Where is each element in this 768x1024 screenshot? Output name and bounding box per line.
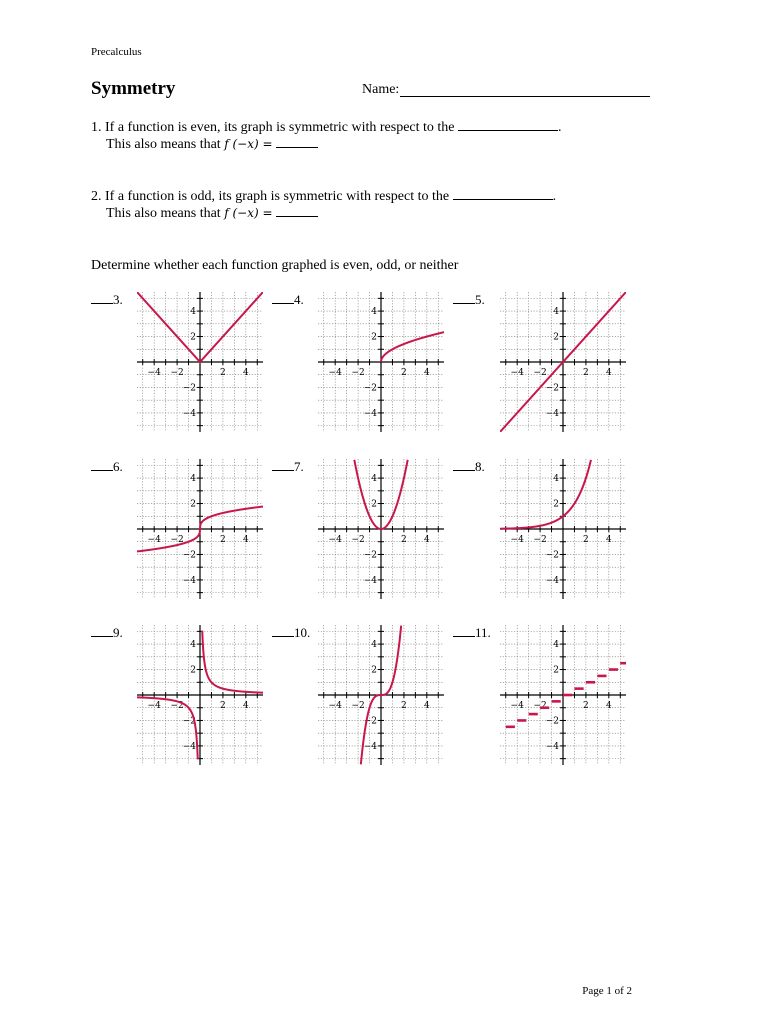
course-name: Precalculus bbox=[91, 46, 142, 58]
x-tick-label: 2 bbox=[583, 701, 589, 711]
x-tick-label: −2 bbox=[351, 368, 365, 378]
y-tick-label: −4 bbox=[545, 575, 559, 586]
answer-blank[interactable] bbox=[272, 292, 294, 304]
y-tick-label: 4 bbox=[553, 640, 559, 651]
question-2: 2. If a function is odd, its graph is symmetric with respect to the . bbox=[91, 189, 557, 204]
y-tick-label: −2 bbox=[545, 716, 559, 727]
x-tick-label: −4 bbox=[328, 535, 342, 545]
x-tick-label: −4 bbox=[328, 368, 342, 378]
x-tick-label: −4 bbox=[147, 701, 161, 711]
problem-label-11: 11. bbox=[453, 625, 491, 641]
y-tick-label: 2 bbox=[553, 499, 559, 510]
x-tick-label: 4 bbox=[242, 535, 249, 545]
y-tick-label: 2 bbox=[371, 665, 377, 676]
graph-9 bbox=[137, 625, 263, 765]
question-text: This also means that bbox=[106, 137, 221, 152]
x-tick-label: −4 bbox=[510, 535, 524, 545]
y-tick-label: 2 bbox=[190, 499, 196, 510]
function-curve bbox=[381, 332, 444, 362]
x-tick-label: 4 bbox=[423, 368, 430, 378]
y-tick-label: −2 bbox=[363, 383, 377, 394]
x-tick-label: −4 bbox=[147, 535, 161, 545]
name-blank[interactable] bbox=[400, 96, 650, 97]
x-tick-label: −4 bbox=[147, 368, 161, 378]
y-tick-label: 4 bbox=[371, 640, 377, 651]
x-tick-label: −4 bbox=[510, 368, 524, 378]
x-tick-label: 2 bbox=[401, 535, 407, 545]
x-tick-label: 2 bbox=[401, 368, 407, 378]
answer-blank[interactable] bbox=[272, 625, 294, 637]
y-tick-label: −4 bbox=[363, 575, 377, 586]
page-title: Symmetry bbox=[91, 78, 176, 99]
y-tick-label: 2 bbox=[371, 499, 377, 510]
x-tick-label: −2 bbox=[170, 535, 184, 545]
graph-4 bbox=[318, 292, 444, 432]
y-tick-label: 4 bbox=[190, 474, 196, 485]
answer-blank[interactable] bbox=[453, 187, 553, 200]
y-tick-label: 4 bbox=[371, 307, 377, 318]
answer-blank[interactable] bbox=[276, 204, 318, 217]
y-tick-label: 4 bbox=[190, 307, 196, 318]
y-tick-label: −4 bbox=[182, 575, 196, 586]
y-tick-label: 2 bbox=[190, 332, 196, 343]
y-tick-label: −4 bbox=[545, 741, 559, 752]
question-1-line-2 bbox=[106, 135, 318, 154]
question-text: This also means that bbox=[106, 206, 221, 221]
y-tick-label: −4 bbox=[545, 408, 559, 419]
problem-label-5: 5. bbox=[453, 292, 485, 308]
answer-blank[interactable] bbox=[91, 459, 113, 471]
y-tick-label: −2 bbox=[182, 716, 196, 727]
problem-label-9: 9. bbox=[91, 625, 123, 641]
x-tick-label: 4 bbox=[605, 701, 612, 711]
graph-5 bbox=[500, 292, 626, 432]
function-expression: f (−x) = bbox=[224, 137, 273, 151]
question-text: If a function is even, its graph is symmetric with respect to the bbox=[105, 120, 455, 135]
x-tick-label: 4 bbox=[242, 368, 249, 378]
problem-label-7: 7. bbox=[272, 459, 304, 475]
x-tick-label: −2 bbox=[351, 701, 365, 711]
answer-blank[interactable] bbox=[458, 118, 558, 131]
x-tick-label: 2 bbox=[401, 701, 407, 711]
y-tick-label: 4 bbox=[553, 474, 559, 485]
y-tick-label: −2 bbox=[363, 550, 377, 561]
x-tick-label: 2 bbox=[220, 535, 226, 545]
y-tick-label: 4 bbox=[190, 640, 196, 651]
x-tick-label: 4 bbox=[423, 701, 430, 711]
instructions: Determine whether each function graphed is even, odd, or neither bbox=[91, 258, 459, 273]
x-tick-label: −2 bbox=[533, 535, 547, 545]
answer-blank[interactable] bbox=[453, 292, 475, 304]
x-tick-label: −4 bbox=[328, 701, 342, 711]
x-tick-label: 2 bbox=[583, 535, 589, 545]
problem-label-8: 8. bbox=[453, 459, 485, 475]
y-tick-label: −2 bbox=[545, 550, 559, 561]
question-1: 1. If a function is even, its graph is symmetric with respect to the . bbox=[91, 120, 562, 135]
y-tick-label: −4 bbox=[182, 408, 196, 419]
problem-label-6: 6. bbox=[91, 459, 123, 475]
page-number: Page 1 of 2 bbox=[582, 985, 632, 997]
x-tick-label: 2 bbox=[220, 701, 226, 711]
question-number: 1. bbox=[91, 120, 102, 135]
y-tick-label: −2 bbox=[545, 383, 559, 394]
x-tick-label: 4 bbox=[242, 701, 249, 711]
y-tick-label: −4 bbox=[363, 741, 377, 752]
x-tick-label: 4 bbox=[605, 368, 612, 378]
x-tick-label: −4 bbox=[510, 701, 524, 711]
y-tick-label: −2 bbox=[182, 383, 196, 394]
x-tick-label: −2 bbox=[533, 701, 547, 711]
question-number: 2. bbox=[91, 189, 102, 204]
graph-11 bbox=[500, 625, 626, 765]
answer-blank[interactable] bbox=[453, 625, 475, 637]
x-tick-label: 4 bbox=[605, 535, 612, 545]
y-tick-label: 4 bbox=[553, 307, 559, 318]
y-tick-label: 2 bbox=[371, 332, 377, 343]
problem-label-4: 4. bbox=[272, 292, 304, 308]
x-tick-label: 4 bbox=[423, 535, 430, 545]
graph-8 bbox=[500, 459, 626, 599]
y-tick-label: −4 bbox=[182, 741, 196, 752]
graph-6 bbox=[137, 459, 263, 599]
x-tick-label: 2 bbox=[583, 368, 589, 378]
problem-label-10: 10. bbox=[272, 625, 310, 641]
question-text: If a function is odd, its graph is symmetric with respect to the bbox=[105, 189, 450, 204]
answer-blank[interactable] bbox=[91, 292, 113, 304]
x-tick-label: 2 bbox=[220, 368, 226, 378]
y-tick-label: 2 bbox=[553, 665, 559, 676]
answer-blank[interactable] bbox=[272, 459, 294, 471]
y-tick-label: 2 bbox=[190, 665, 196, 676]
y-tick-label: −2 bbox=[182, 550, 196, 561]
answer-blank[interactable] bbox=[453, 459, 475, 471]
x-tick-label: −2 bbox=[170, 701, 184, 711]
y-tick-label: −2 bbox=[363, 716, 377, 727]
function-expression: f (−x) = bbox=[224, 206, 273, 220]
x-tick-label: −2 bbox=[351, 535, 365, 545]
problem-label-3: 3. bbox=[91, 292, 123, 308]
name-label: Name: bbox=[362, 82, 400, 97]
x-tick-label: −2 bbox=[533, 368, 547, 378]
function-curve bbox=[500, 460, 591, 529]
answer-blank[interactable] bbox=[276, 135, 318, 148]
graph-3 bbox=[137, 292, 263, 432]
x-tick-label: −2 bbox=[170, 368, 184, 378]
question-2-line-2 bbox=[106, 204, 318, 223]
graph-10 bbox=[318, 625, 444, 765]
answer-blank[interactable] bbox=[91, 625, 113, 637]
graph-7 bbox=[318, 459, 444, 599]
y-tick-label: 4 bbox=[371, 474, 377, 485]
y-tick-label: −4 bbox=[363, 408, 377, 419]
y-tick-label: 2 bbox=[553, 332, 559, 343]
